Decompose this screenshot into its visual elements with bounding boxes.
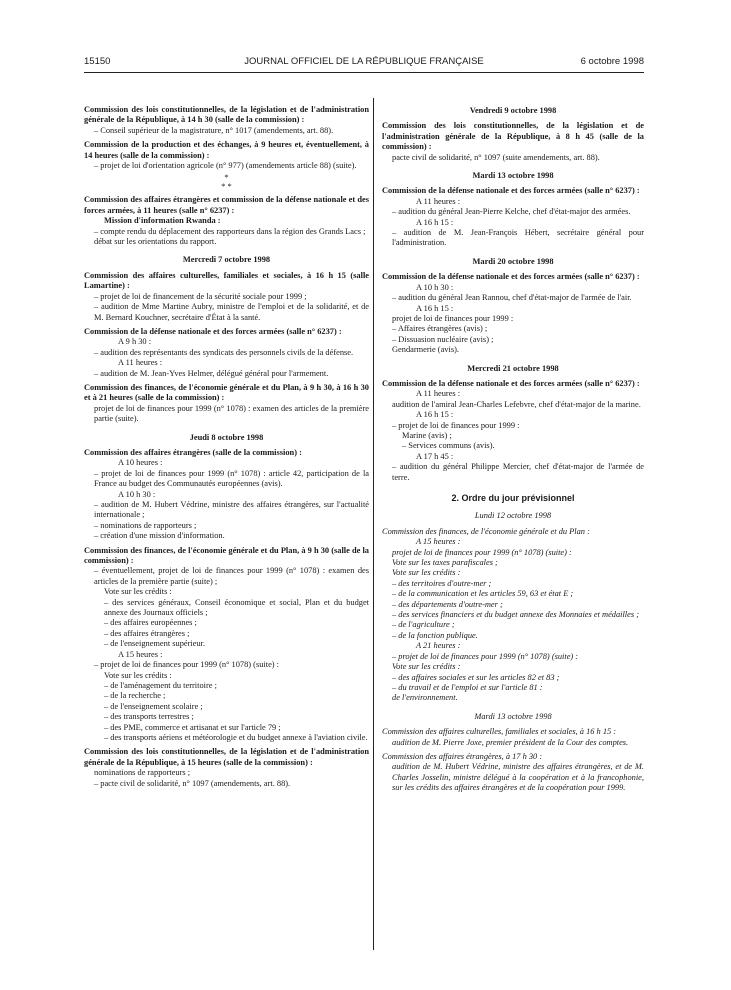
agenda-item: projet de loi de finances pour 1999 :	[392, 313, 514, 323]
agenda-subitem: – des affaires européennes ;	[104, 618, 197, 628]
agenda-item: – de la communication et les articles 59, 63 et état E ;	[392, 589, 574, 599]
agenda-subitem: Vote sur les crédits :	[104, 587, 172, 597]
agenda-subitem: – de l'enseignement scolaire ;	[104, 701, 203, 711]
agenda-item: Gendarmerie (avis).	[392, 345, 459, 355]
agenda-item: – pacte civil de solidarité, n° 1097 (amendements, art. 88).	[94, 778, 291, 788]
issue-date: 6 octobre 1998	[580, 56, 644, 67]
commission-heading: Commission de la défense nationale et des forces armées (salle n° 6237) :	[382, 186, 640, 196]
agenda-item: Vote sur les crédits :	[392, 568, 461, 578]
date-heading: Mercredi 7 octobre 1998	[182, 255, 271, 265]
agenda-subitem: – des PME, commerce et artisanat et sur l'article 79 ;	[104, 722, 281, 732]
left-column	[84, 101, 369, 789]
agenda-subitem: – des transports terrestres ;	[104, 712, 194, 722]
agenda-item: – audition de M. Hubert Védrine, ministre des affaires étrangères, sur l'actualité internationale ;	[94, 500, 369, 520]
agenda-subitem: – des affaires étrangères ;	[104, 628, 190, 638]
right-column	[382, 98, 644, 794]
separator-asterisks: * * *	[221, 173, 232, 192]
journal-title: JOURNAL OFFICIEL DE LA RÉPUBLIQUE FRANÇAISE	[244, 56, 484, 67]
commission-heading: Commission des lois constitutionnelles, de la législation et de l'administration générale de la République, à 14 h 30 (salle de la commission) :	[84, 105, 369, 125]
agenda-item: – audition de M. Jean-François Hébert, secrétaire général pour l'administration.	[392, 228, 644, 248]
mission-heading: Mission d'information Rwanda :	[104, 216, 221, 226]
agenda-item: – nominations de rapporteurs ;	[94, 520, 197, 530]
agenda-item: – des services financiers et du budget annexe des Monnaies et médailles ;	[392, 610, 639, 620]
commission-heading: Commission des affaires étrangères et commission de la défense nationale et des forces armées, à 11 heures (salle n° 6237) :	[84, 195, 369, 215]
agenda-item: – audition de Mme Martine Aubry, ministre de l'emploi et de la solidarité, et de M. Bernard Kouchner, secrétaire d'État à la santé.	[94, 302, 369, 322]
commission-heading: Commission des affaires étrangères, à 17 h 30 :	[382, 751, 543, 761]
agenda-item: pacte civil de solidarité, n° 1097 (suite amendements, art. 88).	[392, 152, 600, 162]
agenda-item: – Dissuasion nucléaire (avis) ;	[392, 334, 494, 344]
agenda-item: – Affaires étrangères (avis) ;	[392, 324, 488, 334]
page-number: 15150	[84, 56, 111, 67]
agenda-item: – projet de loi d'orientation agricole (n° 977) (amendements article 88) (suite).	[94, 161, 357, 171]
commission-heading: Commission des lois constitutionnelles, de la législation et de l'administration générale de la République, à 8 h 45 (salle de la commission) :	[382, 121, 644, 152]
agenda-subitem: Vote sur les crédits :	[104, 670, 172, 680]
commission-heading: Commission de la défense nationale et des forces armées (salle n° 6237) :	[84, 326, 342, 336]
agenda-item: – création d'une mission d'information.	[94, 531, 225, 541]
time-label: A 16 h 15 :	[416, 410, 454, 420]
time-label: A 16 h 15 :	[416, 303, 454, 313]
time-label: A 10 heures :	[118, 458, 163, 468]
agenda-subitem: – des transports aériens et météorologie et du budget annexe à l'aviation civile.	[104, 732, 368, 742]
date-heading: Mardi 13 octobre 1998	[472, 171, 554, 181]
time-label: A 11 heures :	[416, 196, 461, 206]
commission-heading: Commission de la défense nationale et des forces armées (salle n° 6237) :	[382, 272, 640, 282]
commission-heading: Commission des affaires culturelles, familiales et sociales, à 16 h 15 :	[382, 727, 617, 737]
agenda-item: Vote sur les crédits :	[392, 662, 461, 672]
agenda-subitem: – des services généraux, Conseil économique et social, Plan et du budget annexe des Journaux officiels ;	[104, 597, 369, 618]
commission-heading: Commission de la défense nationale et des forces armées (salle n° 6237) :	[382, 378, 640, 388]
agenda-subitem: – de l'aménagement du territoire ;	[104, 680, 217, 690]
agenda-item: – projet de loi de finances pour 1999 (n° 1078) (suite) :	[94, 660, 279, 670]
commission-heading: Commission des finances, de l'économie générale et du Plan :	[382, 526, 590, 536]
agenda-item: – du travail et de l'emploi et sur l'article 81 :	[392, 682, 543, 692]
commission-heading: Commission des finances, de l'économie générale et du Plan, à 9 h 30, à 16 h 30 et à 21 heures (salle de la commission) :	[84, 382, 369, 403]
time-label: A 9 h 30 :	[118, 337, 152, 347]
agenda-item: – compte rendu du déplacement des rapporteurs dans la région des Grands Lacs ;	[94, 226, 366, 236]
commission-heading: Commission des affaires étrangères (salle de la commission) :	[84, 447, 302, 457]
agenda-item: – audition du général Jean Rannou, chef d'état-major de l'armée de l'air.	[392, 293, 632, 303]
date-heading: Lundi 12 octobre 1998	[474, 511, 552, 521]
commission-heading: Commission des finances, de l'économie générale et du Plan, à 9 h 30 (salle de la commission) :	[84, 545, 369, 566]
time-label: A 17 h 45 :	[416, 451, 454, 461]
agenda-item: – des territoires d'outre-mer ;	[392, 578, 492, 588]
agenda-item: – audition du général Philippe Mercier, chef d'état-major de l'armée de terre.	[392, 462, 644, 482]
section-heading: 2. Ordre du jour prévisionnel	[451, 493, 575, 503]
agenda-item: nominations de rapporteurs ;	[94, 768, 191, 778]
agenda-item: projet de loi de finances pour 1999 (n° 1078) (suite) :	[392, 547, 572, 557]
column-divider	[373, 98, 374, 950]
time-label: A 15 heures :	[416, 537, 461, 547]
agenda-item: – audition du général Jean-Pierre Kelche, chef d'état-major des armées.	[392, 207, 631, 217]
agenda-subitem: – de la recherche ;	[104, 691, 166, 701]
date-heading: Jeudi 8 octobre 1998	[189, 432, 264, 442]
time-label: A 15 heures :	[118, 649, 163, 659]
time-label: A 10 h 30 :	[416, 282, 454, 292]
agenda-item: – projet de loi de financement de la sécurité sociale pour 1999 ;	[94, 291, 307, 301]
agenda-subitem: Marine (avis) ;	[402, 430, 452, 440]
agenda-item: – audition de M. Jean-Yves Helmer, délégué général pour l'armement.	[94, 368, 329, 378]
page-header	[84, 56, 644, 70]
agenda-item: – projet de loi de finances pour 1999 (n° 1078) (suite) :	[392, 651, 579, 661]
date-heading: Mardi 20 octobre 1998	[472, 256, 554, 266]
agenda-subitem: – Services communs (avis).	[402, 441, 495, 451]
time-label: A 16 h 15 :	[416, 217, 454, 227]
date-heading: Mardi 13 octobre 1998	[474, 711, 552, 721]
agenda-item: de l'environnement.	[392, 693, 458, 703]
agenda-item: – des départements d'outre-mer ;	[392, 599, 503, 609]
commission-heading: Commission des lois constitutionnelles, de la législation et de l'administration générale de la République, à 15 heures (salle de la commission) :	[84, 747, 369, 767]
agenda-item: – de la fonction publique.	[392, 630, 478, 640]
agenda-item: audition de M. Pierre Joxe, premier président de la Cour des comptes.	[392, 737, 629, 747]
header-rule	[84, 72, 644, 73]
agenda-item: audition de M. Hubert Védrine, ministre des affaires étrangères, et de M. Charles Josselin, ministre délégué à la coopération et à la francophonie, sur les crédits des affaires étrangères et de la coopération pour 1999.	[392, 762, 644, 793]
commission-heading: Commission des affaires culturelles, familiales et sociales, à 16 h 15 (salle Lamartine) :	[84, 270, 369, 291]
commission-heading: Commission de la production et des échanges, à 9 heures et, éventuellement, à 14 heures (salle de la commission) :	[84, 140, 369, 160]
agenda-item: – audition des représentants des syndicats des personnels civils de la défense.	[94, 347, 354, 357]
agenda-item: – projet de loi de finances pour 1999 :	[392, 420, 520, 430]
agenda-item: – de l'agriculture ;	[392, 620, 455, 630]
time-label: A 21 heures :	[416, 641, 461, 651]
date-heading: Vendredi 9 octobre 1998	[469, 106, 557, 115]
agenda-item: débat sur les orientations du rapport.	[94, 237, 217, 247]
agenda-item: – projet de loi de finances pour 1999 (n° 1078) : article 42, participation de la France au budget des Communautés européennes (avis).	[94, 468, 369, 489]
agenda-item: audition de l'amiral Jean-Charles Lefebvre, chef d'état-major de la marine.	[392, 399, 641, 409]
agenda-subitem: – de l'enseignement supérieur.	[104, 639, 206, 649]
time-label: A 10 h 30 :	[118, 489, 156, 499]
time-label: A 11 heures :	[118, 358, 163, 368]
date-heading: Mercredi 21 octobre 1998	[467, 363, 559, 373]
agenda-item: projet de loi de finances pour 1999 (n° 1078) : examen des articles de la première partie (suite).	[94, 403, 369, 424]
time-label: A 11 heures :	[416, 389, 461, 399]
agenda-item: – des affaires sociales et sur les articles 82 et 83 ;	[392, 672, 560, 682]
agenda-item: Vote sur les taxes parafiscales ;	[392, 558, 498, 568]
agenda-item: – éventuellement, projet de loi de finances pour 1999 (n° 1078) : examen des articles de la première partie (suite) ;	[94, 566, 369, 586]
agenda-item: – Conseil supérieur de la magistrature, n° 1017 (amendements, art. 88).	[94, 125, 334, 135]
